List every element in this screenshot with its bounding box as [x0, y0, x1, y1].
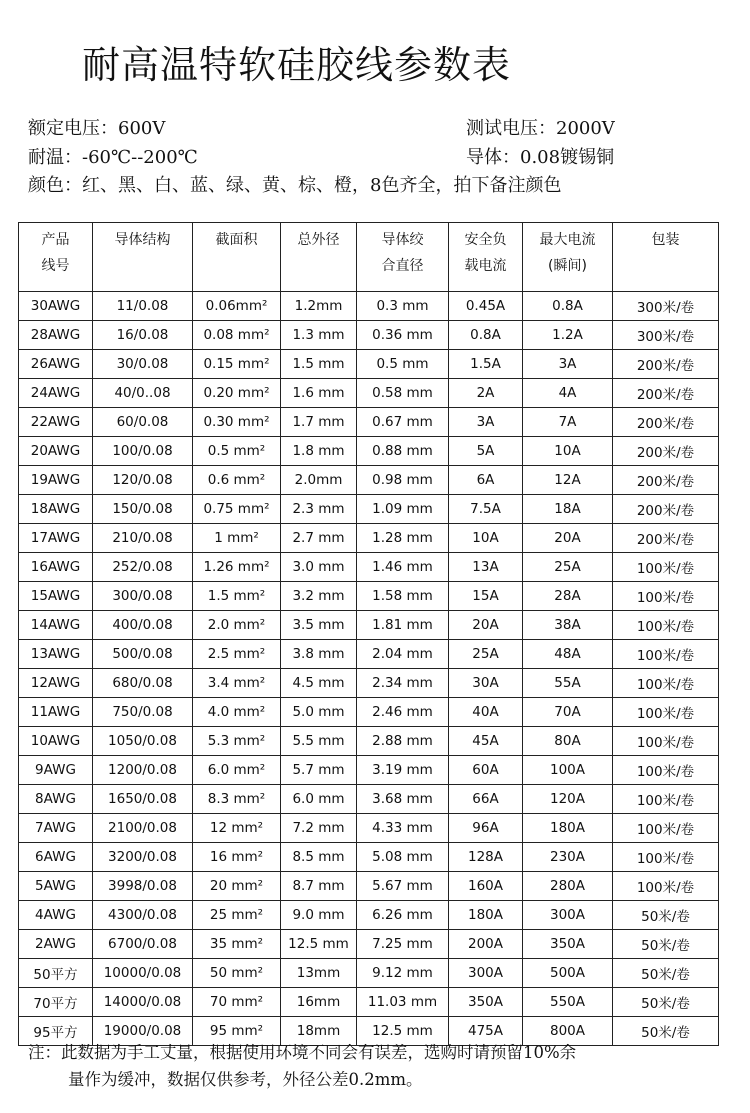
table-cell: 3998/0.08 — [93, 872, 193, 901]
table-cell: 1.6 mm — [281, 379, 357, 408]
table-cell: 2.0 mm² — [193, 611, 281, 640]
table-cell: 11/0.08 — [93, 292, 193, 321]
table-cell: 0.5 mm — [357, 350, 449, 379]
table-cell: 30A — [449, 669, 523, 698]
table-cell: 100米/卷 — [613, 727, 719, 756]
table-row — [19, 727, 719, 756]
table-cell: 3.68 mm — [357, 785, 449, 814]
table-cell: 11.03 mm — [357, 988, 449, 1017]
table-row — [19, 553, 719, 582]
table-cell: 20A — [523, 524, 613, 553]
table-cell: 70A — [523, 698, 613, 727]
table-row — [19, 292, 719, 321]
table-cell: 180A — [449, 901, 523, 930]
table-cell: 400/0.08 — [93, 611, 193, 640]
table-cell: 0.30 mm² — [193, 408, 281, 437]
table-cell: 16AWG — [19, 553, 93, 582]
table-cell: 4A — [523, 379, 613, 408]
table-cell: 200米/卷 — [613, 350, 719, 379]
table-cell: 300A — [523, 901, 613, 930]
table-cell: 50米/卷 — [613, 988, 719, 1017]
table-cell: 1.28 mm — [357, 524, 449, 553]
table-cell: 100米/卷 — [613, 785, 719, 814]
table-cell: 5AWG — [19, 872, 93, 901]
table-cell: 50平方 — [19, 959, 93, 988]
table-cell: 100米/卷 — [613, 640, 719, 669]
table-cell: 5.67 mm — [357, 872, 449, 901]
table-cell: 252/0.08 — [93, 553, 193, 582]
table-cell: 5.7 mm — [281, 756, 357, 785]
table-row — [19, 582, 719, 611]
table-cell: 200A — [449, 930, 523, 959]
column-header-line: 合直径 — [381, 258, 424, 274]
table-cell: 200米/卷 — [613, 437, 719, 466]
column-header — [19, 223, 93, 292]
table-cell: 0.5 mm² — [193, 437, 281, 466]
table-cell: 1650/0.08 — [93, 785, 193, 814]
table-cell: 0.36 mm — [357, 321, 449, 350]
table-cell: 8.7 mm — [281, 872, 357, 901]
table-cell: 0.06mm² — [193, 292, 281, 321]
table-cell: 96A — [449, 814, 523, 843]
table-cell: 300A — [449, 959, 523, 988]
table-row — [19, 698, 719, 727]
table-cell: 18mm — [281, 1017, 357, 1046]
table-cell: 3200/0.08 — [93, 843, 193, 872]
table-row — [19, 350, 719, 379]
table-cell: 66A — [449, 785, 523, 814]
table-cell: 1.5 mm — [281, 350, 357, 379]
column-header-line: 载电流 — [464, 258, 507, 274]
table-cell: 100米/卷 — [613, 872, 719, 901]
table-cell: 30/0.08 — [93, 350, 193, 379]
table-cell: 12A — [523, 466, 613, 495]
table-cell: 2.34 mm — [357, 669, 449, 698]
table-cell: 0.3 mm — [357, 292, 449, 321]
table-body — [19, 292, 719, 1046]
table-cell: 60/0.08 — [93, 408, 193, 437]
table-cell: 5.0 mm — [281, 698, 357, 727]
table-cell: 1.7 mm — [281, 408, 357, 437]
table-cell: 2.5 mm² — [193, 640, 281, 669]
table-cell: 120A — [523, 785, 613, 814]
column-header-line: 总外径 — [297, 232, 340, 248]
table-cell: 12 mm² — [193, 814, 281, 843]
table-cell: 28A — [523, 582, 613, 611]
table-cell: 40/0..08 — [93, 379, 193, 408]
table-cell: 500/0.08 — [93, 640, 193, 669]
table-cell: 500A — [523, 959, 613, 988]
table-cell: 0.88 mm — [357, 437, 449, 466]
table-cell: 1.81 mm — [357, 611, 449, 640]
table-cell: 13AWG — [19, 640, 93, 669]
table-cell: 750/0.08 — [93, 698, 193, 727]
column-header — [449, 223, 523, 292]
column-header-line: 截面积 — [215, 232, 258, 248]
table-row — [19, 437, 719, 466]
table-cell: 120/0.08 — [93, 466, 193, 495]
table-cell: 475A — [449, 1017, 523, 1046]
table-cell: 22AWG — [19, 408, 93, 437]
table-cell: 3.8 mm — [281, 640, 357, 669]
table-cell: 300/0.08 — [93, 582, 193, 611]
table-cell: 20 mm² — [193, 872, 281, 901]
table-cell: 30AWG — [19, 292, 93, 321]
column-header-line: 产品 — [41, 232, 70, 248]
table-cell: 7A — [523, 408, 613, 437]
table-cell: 16/0.08 — [93, 321, 193, 350]
footnote-line-1: 注：此数据为手工丈量，根据使用环境不同会有误差，选购时请预留10%余 — [28, 1043, 577, 1062]
table-cell: 2100/0.08 — [93, 814, 193, 843]
conductor-material: 导体：0.08镀锡铜 — [466, 147, 615, 168]
table-row — [19, 611, 719, 640]
table-cell: 5A — [449, 437, 523, 466]
table-cell: 280A — [523, 872, 613, 901]
table-cell: 1.8 mm — [281, 437, 357, 466]
column-header-line: 导体结构 — [114, 232, 171, 248]
table-cell: 300米/卷 — [613, 321, 719, 350]
table-cell: 10A — [523, 437, 613, 466]
table-cell: 13mm — [281, 959, 357, 988]
table-cell: 3.2 mm — [281, 582, 357, 611]
table-cell: 10000/0.08 — [93, 959, 193, 988]
table-cell: 2.88 mm — [357, 727, 449, 756]
table-cell: 45A — [449, 727, 523, 756]
table-row — [19, 669, 719, 698]
table-cell: 1.58 mm — [357, 582, 449, 611]
table-row — [19, 640, 719, 669]
table-cell: 50 mm² — [193, 959, 281, 988]
table-cell: 0.20 mm² — [193, 379, 281, 408]
table-cell: 1.5A — [449, 350, 523, 379]
table-cell: 0.8A — [449, 321, 523, 350]
table-cell: 17AWG — [19, 524, 93, 553]
table-cell: 550A — [523, 988, 613, 1017]
table-cell: 680/0.08 — [93, 669, 193, 698]
table-cell: 100米/卷 — [613, 843, 719, 872]
table-cell: 2AWG — [19, 930, 93, 959]
table-cell: 2.3 mm — [281, 495, 357, 524]
table-cell: 25A — [523, 553, 613, 582]
table-cell: 38A — [523, 611, 613, 640]
table-row — [19, 843, 719, 872]
table-cell: 35 mm² — [193, 930, 281, 959]
table-cell: 40A — [449, 698, 523, 727]
table-cell: 100/0.08 — [93, 437, 193, 466]
table-cell: 100米/卷 — [613, 669, 719, 698]
table-row — [19, 495, 719, 524]
table-cell: 100米/卷 — [613, 582, 719, 611]
table-cell: 95 mm² — [193, 1017, 281, 1046]
table-cell: 0.08 mm² — [193, 321, 281, 350]
table-cell: 3A — [449, 408, 523, 437]
table-row — [19, 930, 719, 959]
column-header — [357, 223, 449, 292]
table-cell: 2.46 mm — [357, 698, 449, 727]
table-cell: 4300/0.08 — [93, 901, 193, 930]
page-title: 耐高温特软硅胶线参数表 — [82, 43, 512, 87]
table-cell: 9AWG — [19, 756, 93, 785]
table-cell: 1.2mm — [281, 292, 357, 321]
column-header-line: 线号 — [41, 258, 70, 274]
table-cell: 0.58 mm — [357, 379, 449, 408]
table-row — [19, 959, 719, 988]
table-cell: 4AWG — [19, 901, 93, 930]
table-header-row — [19, 223, 719, 292]
table-row — [19, 321, 719, 350]
table-cell: 28AWG — [19, 321, 93, 350]
table-cell: 80A — [523, 727, 613, 756]
table-cell: 15A — [449, 582, 523, 611]
table-cell: 6.26 mm — [357, 901, 449, 930]
table-cell: 100米/卷 — [613, 553, 719, 582]
table-cell: 0.45A — [449, 292, 523, 321]
table-row — [19, 872, 719, 901]
table-row — [19, 901, 719, 930]
table-cell: 5.08 mm — [357, 843, 449, 872]
table-cell: 100米/卷 — [613, 611, 719, 640]
table-cell: 200米/卷 — [613, 524, 719, 553]
table-cell: 19000/0.08 — [93, 1017, 193, 1046]
table-cell: 210/0.08 — [93, 524, 193, 553]
table-cell: 25A — [449, 640, 523, 669]
table-cell: 14AWG — [19, 611, 93, 640]
table-cell: 3.5 mm — [281, 611, 357, 640]
table-cell: 8.5 mm — [281, 843, 357, 872]
table-cell: 350A — [523, 930, 613, 959]
table-cell: 50米/卷 — [613, 901, 719, 930]
table-row — [19, 756, 719, 785]
table-cell: 20A — [449, 611, 523, 640]
table-cell: 12.5 mm — [357, 1017, 449, 1046]
table-cell: 1200/0.08 — [93, 756, 193, 785]
rated-voltage: 额定电压：600V — [28, 118, 166, 139]
table-cell: 4.5 mm — [281, 669, 357, 698]
column-header — [193, 223, 281, 292]
table-cell: 1.2A — [523, 321, 613, 350]
column-header-line: (瞬间) — [548, 258, 587, 274]
table-cell: 24AWG — [19, 379, 93, 408]
table-cell: 0.8A — [523, 292, 613, 321]
table-cell: 3.19 mm — [357, 756, 449, 785]
column-header — [281, 223, 357, 292]
table-cell: 1050/0.08 — [93, 727, 193, 756]
table-row — [19, 988, 719, 1017]
table-cell: 230A — [523, 843, 613, 872]
table-cell: 55A — [523, 669, 613, 698]
table-cell: 100米/卷 — [613, 698, 719, 727]
table-cell: 180A — [523, 814, 613, 843]
table-cell: 100A — [523, 756, 613, 785]
table-cell: 50米/卷 — [613, 959, 719, 988]
table-cell: 3A — [523, 350, 613, 379]
test-voltage: 测试电压：2000V — [466, 118, 615, 139]
table-cell: 150/0.08 — [93, 495, 193, 524]
table-cell: 7.5A — [449, 495, 523, 524]
table-cell: 6700/0.08 — [93, 930, 193, 959]
table-cell: 2.7 mm — [281, 524, 357, 553]
table-row — [19, 379, 719, 408]
table-cell: 16 mm² — [193, 843, 281, 872]
table-cell: 3.0 mm — [281, 553, 357, 582]
table-cell: 1.5 mm² — [193, 582, 281, 611]
table-cell: 350A — [449, 988, 523, 1017]
temperature-range: 耐温：-60℃--200℃ — [28, 147, 198, 168]
column-header — [93, 223, 193, 292]
table-cell: 0.6 mm² — [193, 466, 281, 495]
table-cell: 60A — [449, 756, 523, 785]
table-cell: 1.46 mm — [357, 553, 449, 582]
column-header-line: 最大电流 — [539, 232, 596, 248]
table-cell: 18A — [523, 495, 613, 524]
table-row — [19, 785, 719, 814]
table-cell: 16mm — [281, 988, 357, 1017]
table-cell: 9.0 mm — [281, 901, 357, 930]
table-cell: 200米/卷 — [613, 379, 719, 408]
table-cell: 70平方 — [19, 988, 93, 1017]
table-row — [19, 814, 719, 843]
table-cell: 200米/卷 — [613, 408, 719, 437]
table-cell: 1.26 mm² — [193, 553, 281, 582]
table-cell: 48A — [523, 640, 613, 669]
table-cell: 1.3 mm — [281, 321, 357, 350]
table-cell: 95平方 — [19, 1017, 93, 1046]
table-cell: 10A — [449, 524, 523, 553]
table-row — [19, 408, 719, 437]
table-cell: 800A — [523, 1017, 613, 1046]
table-row — [19, 524, 719, 553]
table-cell: 15AWG — [19, 582, 93, 611]
parameter-table — [18, 222, 719, 1046]
table-cell: 9.12 mm — [357, 959, 449, 988]
table-cell: 5.5 mm — [281, 727, 357, 756]
table-cell: 1 mm² — [193, 524, 281, 553]
footnote — [28, 1039, 740, 1093]
table-cell: 26AWG — [19, 350, 93, 379]
table-cell: 7.25 mm — [357, 930, 449, 959]
table-cell: 200米/卷 — [613, 495, 719, 524]
table-cell: 7AWG — [19, 814, 93, 843]
column-header — [613, 223, 719, 292]
table-cell: 12AWG — [19, 669, 93, 698]
table-cell: 4.0 mm² — [193, 698, 281, 727]
table-cell: 0.67 mm — [357, 408, 449, 437]
table-cell: 50米/卷 — [613, 1017, 719, 1046]
table-cell: 128A — [449, 843, 523, 872]
column-header — [523, 223, 613, 292]
table-cell: 20AWG — [19, 437, 93, 466]
table-cell: 19AWG — [19, 466, 93, 495]
table-cell: 2A — [449, 379, 523, 408]
table-cell: 6A — [449, 466, 523, 495]
table-cell: 0.15 mm² — [193, 350, 281, 379]
table-cell: 5.3 mm² — [193, 727, 281, 756]
table-cell: 2.04 mm — [357, 640, 449, 669]
table-cell: 8.3 mm² — [193, 785, 281, 814]
table-cell: 70 mm² — [193, 988, 281, 1017]
table-cell: 6.0 mm² — [193, 756, 281, 785]
table-cell: 6.0 mm — [281, 785, 357, 814]
table-cell: 200米/卷 — [613, 466, 719, 495]
table-cell: 160A — [449, 872, 523, 901]
table-cell: 25 mm² — [193, 901, 281, 930]
table-cell: 7.2 mm — [281, 814, 357, 843]
color-options: 颜色：红、黑、白、蓝、绿、黄、棕、橙，8色齐全，拍下备注颜色 — [28, 175, 562, 196]
table-cell: 8AWG — [19, 785, 93, 814]
table-cell: 3.4 mm² — [193, 669, 281, 698]
table-cell: 1.09 mm — [357, 495, 449, 524]
footnote-line-2: 量作为缓冲，数据仅供参考，外径公差0.2mm。 — [68, 1070, 423, 1089]
table-cell: 13A — [449, 553, 523, 582]
table-row — [19, 466, 719, 495]
table-cell: 50米/卷 — [613, 930, 719, 959]
table-cell: 6AWG — [19, 843, 93, 872]
table-cell: 100米/卷 — [613, 814, 719, 843]
column-header-line: 包装 — [651, 232, 680, 248]
table-cell: 4.33 mm — [357, 814, 449, 843]
column-header-line: 导体绞 — [381, 232, 424, 248]
table-cell: 100米/卷 — [613, 756, 719, 785]
column-header-line: 安全负 — [464, 232, 507, 248]
table-cell: 2.0mm — [281, 466, 357, 495]
table-cell: 300米/卷 — [613, 292, 719, 321]
table-cell: 0.75 mm² — [193, 495, 281, 524]
table-cell: 10AWG — [19, 727, 93, 756]
table-cell: 0.98 mm — [357, 466, 449, 495]
table-cell: 11AWG — [19, 698, 93, 727]
table-cell: 12.5 mm — [281, 930, 357, 959]
table-cell: 18AWG — [19, 495, 93, 524]
table-cell: 14000/0.08 — [93, 988, 193, 1017]
